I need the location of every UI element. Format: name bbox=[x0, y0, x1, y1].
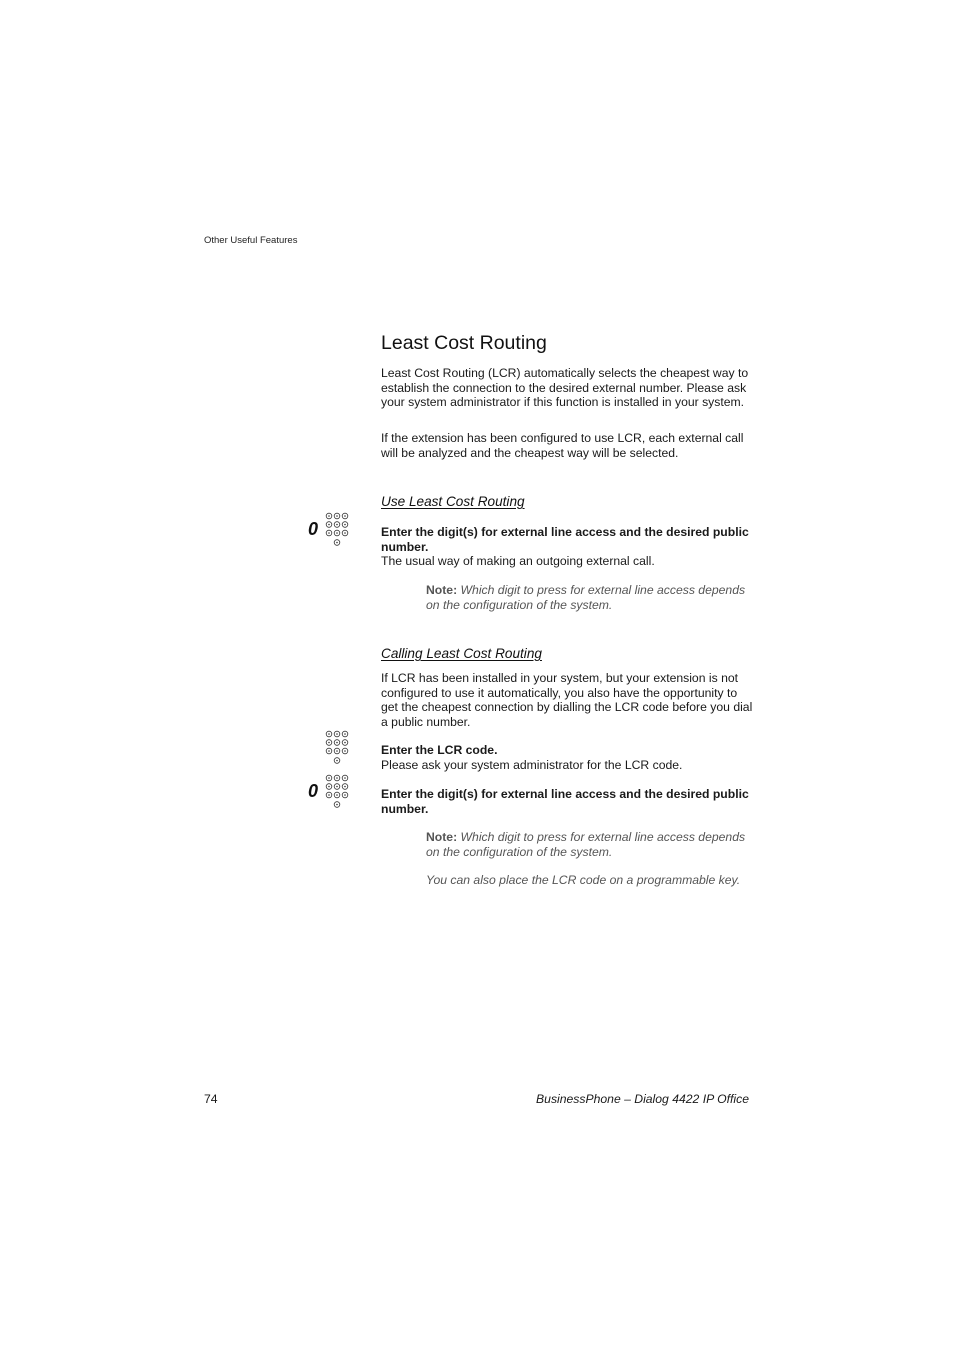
use-lcr-instruction: Enter the digit(s) for external line access and the desired public number. bbox=[381, 525, 749, 554]
note-label: Note: bbox=[426, 830, 458, 844]
lcr-code-description: Please ask your system administrator for the LCR code. bbox=[381, 758, 683, 772]
calling-lcr-intro: If LCR has been installed in your system, but your extension is not configured to use it automatically, you also have the opportunity to get the cheapest connection by dialling the LCR code before you dial a public number. bbox=[381, 671, 753, 729]
keypad-icon bbox=[325, 774, 351, 812]
keypad-icon bbox=[325, 730, 351, 768]
keypad-icon bbox=[325, 512, 351, 550]
intro-paragraph-1: Least Cost Routing (LCR) automatically selects the cheapest way to establish the connection to the desired external number. Please ask your system administrator if this function is installed in your system. bbox=[381, 366, 749, 410]
programmable-key-note: You can also place the LCR code on a programmable key. bbox=[426, 873, 741, 887]
product-name: BusinessPhone – Dialog 4422 IP Office bbox=[536, 1092, 749, 1106]
lcr-code-instruction: Enter the LCR code. bbox=[381, 743, 498, 757]
note-label: Note: bbox=[426, 583, 458, 597]
digit-zero-key: 0 bbox=[308, 781, 319, 801]
external-access-instruction: Enter the digit(s) for external line access and the desired public number. bbox=[381, 787, 749, 816]
note-text: Which digit to press for external line access depends on the configuration of the system. bbox=[426, 830, 746, 859]
calling-lcr-heading: Calling Least Cost Routing bbox=[381, 646, 542, 661]
use-lcr-heading: Use Least Cost Routing bbox=[381, 494, 525, 509]
running-head: Other Useful Features bbox=[204, 235, 298, 246]
use-lcr-note bbox=[426, 583, 756, 612]
calling-lcr-note bbox=[426, 830, 756, 859]
page-title: Least Cost Routing bbox=[381, 332, 547, 354]
digit-zero-key: 0 bbox=[308, 519, 319, 539]
note-text: Which digit to press for external line access depends on the configuration of the system. bbox=[426, 583, 746, 612]
use-lcr-description: The usual way of making an outgoing external call. bbox=[381, 554, 655, 568]
page-number: 74 bbox=[204, 1092, 218, 1106]
intro-paragraph-2: If the extension has been configured to use LCR, each external call will be analyzed and the cheapest way will be selected. bbox=[381, 431, 744, 460]
